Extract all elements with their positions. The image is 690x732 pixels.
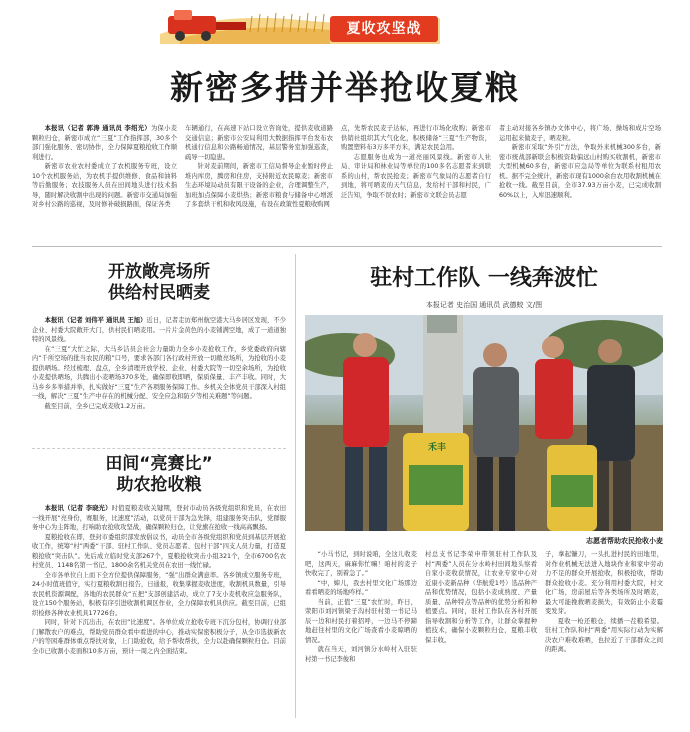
paragraph: 夏收一枪还粮仓，续播一茬粮希望。驻村工作队和村“两委”用实际行动为实解决农户难收难晒，也拉近了干部群众之间的距离。 xyxy=(545,617,663,653)
paragraph: 同时，针对下沉出击，在农田“比速度”。各单位成立抢收专班下沉分包村，协调行业部门解散农户的难点，帮助党员群众看中看进的中心，推动实保密积极分子，从全市选拔新农户的等困难群体重点帮扶对象，上门助抢收，给予帮收帮扶，全力以赴确保颗粒归仓。目前全市已收割小麦面积10多万亩，预计一周之内全面结束。 xyxy=(32,619,286,655)
article-left2-title xyxy=(32,454,286,496)
section-tab: 夏收攻坚战 xyxy=(330,16,438,42)
lead-byline: 本报讯（记者 李晓光） xyxy=(44,505,112,512)
paragraph: “中，婶儿，我去村里文化广场那边看看晒麦的场地咋样。” xyxy=(305,579,417,596)
bag-label: 禾丰 xyxy=(427,443,446,453)
article-left1-title xyxy=(32,262,286,304)
paragraph: 夏粮抢收在即，登封市委组织部发放倡议书，动员全市各级党组织和党员到基层开展抢收工作，统筹“村”两委“干部、驻村工作队、党员志愿者、包村干部”四支人员力量，打造夏粮抢收“突击队”。先后成立临时党支部267个，夏粮抢收突击小组321个，全市6700名农村党员、1148名第一书记、1800余名机关党员在农田一线忙碌。 xyxy=(32,533,286,569)
paragraph: 为保小麦颗粒归仓，新密市成立“三夏”工作指挥部，30多个部门强化服务、密切协作，全力保障夏粮抢收工作顺利进行。 xyxy=(32,125,177,161)
lead-article-column-2 xyxy=(185,124,333,238)
paragraph: 截至目前，全乡已完成麦收1.2万亩。 xyxy=(44,402,150,410)
article-right-byline: 本报记者 史治国 通讯员 武德蛟 文/图 xyxy=(425,301,543,309)
paragraph: 针对麦前期间，新密市工信局督导企业暂时停止堆内库房，腾房和住房，支持附近农民晾麦；新密市生态环境局动员有限干设备的企业，合理调整生产，加班加点保障小麦烘热；新密市粮食与储备中心增派了多套烘干机和收风设施，布设在政策性夏粮收购网 xyxy=(185,163,333,208)
paragraph: 新密市农业农村委成立了农机服务专班，设立10个农机服务站，为农机手提供维修、食品和油料等后勤服务；农技服务人员在田间地头进行技术指导，随时解决收割中出现的问题。新密市交通局加强对乡村公路的巡视，及时修补破损路面，保证各类 xyxy=(32,163,177,208)
paragraph: 时值夏粮麦收关键期，登封市动员各级党组织和党员，在农田一线开展“亮身份，赛服务，比速度”活动，以党员干部为急先锋，组建服务突击队，党群服务中心为主阵地，打响助农抢收攻坚战，确保颗粒归仓，让党旗在抢收一线高高飘扬。 xyxy=(32,505,286,531)
title-line: 开放敞亮场所 xyxy=(108,262,210,282)
paragraph: 就在当天，刘河镇分水岭村入驻驻村第一书记李俊和 xyxy=(305,646,417,663)
lead-byline: 本报讯（记者 郭涛 通讯员 李绍光） xyxy=(44,125,151,132)
paragraph: 新密市采取“外引”方法，争取外来机械300多台，新密市统战部新联会积极资助偏远山村购买收割机，新密市大型机械60多台，新密市应急局等单位为联系村租用农机。据不完全统计，新密市现有1000余台农用收割机械在抢收一线。截至目前，全市37.93万亩小麦，已完成收割60%以上，入库迅速顺利。 xyxy=(499,144,661,199)
article-right-column-3 xyxy=(545,550,663,720)
paragraph: 车辆通行，在高速下站口设立咨询处，提供麦收道路交通信息；新密市公安局利用大数据指挥平台发布农机通行信息和公路畅通情况，基层警务室加强巡查，疏导一切隐患。 xyxy=(185,125,333,161)
paragraph: 全市各单位自上而下全方位提供保障服务，“强”出群众满意率。各乡镇成立服务专班，24小时值班值守，实行夏粮收割日报告，日通报，收集掌握麦收进度，收割机具数量，引导农民机资源调配，各地的农民群众“五把”支部创建活动，成立了7支小麦机收应急服务队，设立150个服务站，积极有序引进收割机调区作业，全力保障农机具供应。截至目前，已组织检修各种农业机具17726台。 xyxy=(32,571,286,617)
photo-caption: 志愿者帮助农民抢收小麦 xyxy=(586,537,663,545)
lead-byline: 本报讯（记者 刘伟平 通讯员 王旭） xyxy=(44,317,147,324)
article-right-column-1 xyxy=(305,550,417,720)
lead-article-column-3 xyxy=(341,124,491,238)
lead-article-column-4 xyxy=(499,124,661,238)
photo-illustration xyxy=(305,315,663,531)
article-left1-body xyxy=(32,316,286,442)
paragraph: 村总支书记李荣申带领驻村工作队及村“两委”人员在分水岭村田间地头察看自家小麦收获情况，让农业专家中心对近康小麦新品种（华航爱1号）选品种产品和优势情况，包括小麦成熟度、产量质量、品种特点等品种的优势分析和种植要点。同时，驻村工作队在各村开展指导收割和分析等工作，让群众掌握种植技术，确保小麦颗粒归仓，夏粮丰收保丰收。 xyxy=(425,551,537,644)
lead-article-column-1 xyxy=(32,124,177,238)
volunteers-harvest-photo xyxy=(305,315,663,531)
paragraph: 志愿服务也成为一道亮丽风景线。新密市人社局、审计局和林业局等单位的100多名志愿者来到联系的山村，帮农民抢麦；新密市气象局的志愿者自行到地，将可晒麦的天气信息，发给村干部和村民，广泛告知，争取不误农时；新密市文联会员志愿 xyxy=(341,153,491,199)
paragraph: 点，先帮农民麦子达标，再进行市场化收购；新密市供销社组织其大气化化，积极储备“三夏”生产物资，购置塑料布3万多平方米，满足农民急用。 xyxy=(341,125,491,151)
article-right-title: 驻村工作队 一线奔波忙 xyxy=(370,266,598,291)
title-line: 田间“亮赛比” xyxy=(105,454,213,474)
column-divider xyxy=(295,254,296,718)
section-divider xyxy=(32,246,662,247)
main-headline: 新密多措并举抢收夏粮 xyxy=(170,68,520,107)
paragraph: 子，拿起镰刀，一头扎进村民的田地里，对作业机械无法进入地块作业和家中劳动力不足的群众开展抢收，积极抢收，帮助群众抢收小麦。充分利用村委大院，村文化广场，房前屋后等各类场所及时晒麦，最大可能挽救晒麦损失，有效防止小麦霉变发芽。 xyxy=(545,551,663,615)
paragraph: 当前，正值“三夏”农忙时，昨日，荥阳市刘河镇梁子沟村驻村第一书记马辰一边和村民打着招呼，一边马不停蹄地赶往村里的文化广场查看小麦晾晒的情况。 xyxy=(305,598,417,644)
paragraph: “小马书记，到时说咱，全这儿收麦吧，这两天，麻麻你忙嘛！咱村的麦子快收完了，别着急了。” xyxy=(305,551,417,577)
paragraph: 在“三夏”大忙之际，大马乡洁员会社会力量助力全乡小麦抢收工作，乡党委政府向辖内“千所空场的批当农民的粮”口号，要求各部门各行政村开放一切敞亮场所，为抢收的小麦提供晒场。经过梳理、盘点，全乡清理开放学校、企业、村委大院等一切空余场所，为抢收小麦提供晒场，共腾出小麦晒场370多处，确保即收即晒，保质保量、丰产丰收。同时，大马乡乡多举措并举，扎实做好“三夏”生产各项服务保障工作。乡机关全体党员干部深入村组一线，解决“三夏”生产中存在的机械分配、安全应急和防夕等相关难题”等问题。 xyxy=(32,345,286,400)
paragraph: 近日，记者走访郑州航空港大马乡居区发现，不少企业、村委大院敞开大门，供村民们晒麦用。一片片金黄色的小麦铺满空地，成了一道道独特的风景线。 xyxy=(32,317,286,343)
section-divider xyxy=(32,448,286,449)
article-left2-body xyxy=(32,504,286,720)
title-line: 供给村民晒麦 xyxy=(108,283,210,303)
article-right-column-2 xyxy=(425,550,537,720)
title-line: 助农抢收粮 xyxy=(116,475,202,495)
paragraph: 者主动对接各乡镇办文体中心，将广场、操场和成片空场运用起来做麦子，晒麦粒。 xyxy=(499,125,661,142)
